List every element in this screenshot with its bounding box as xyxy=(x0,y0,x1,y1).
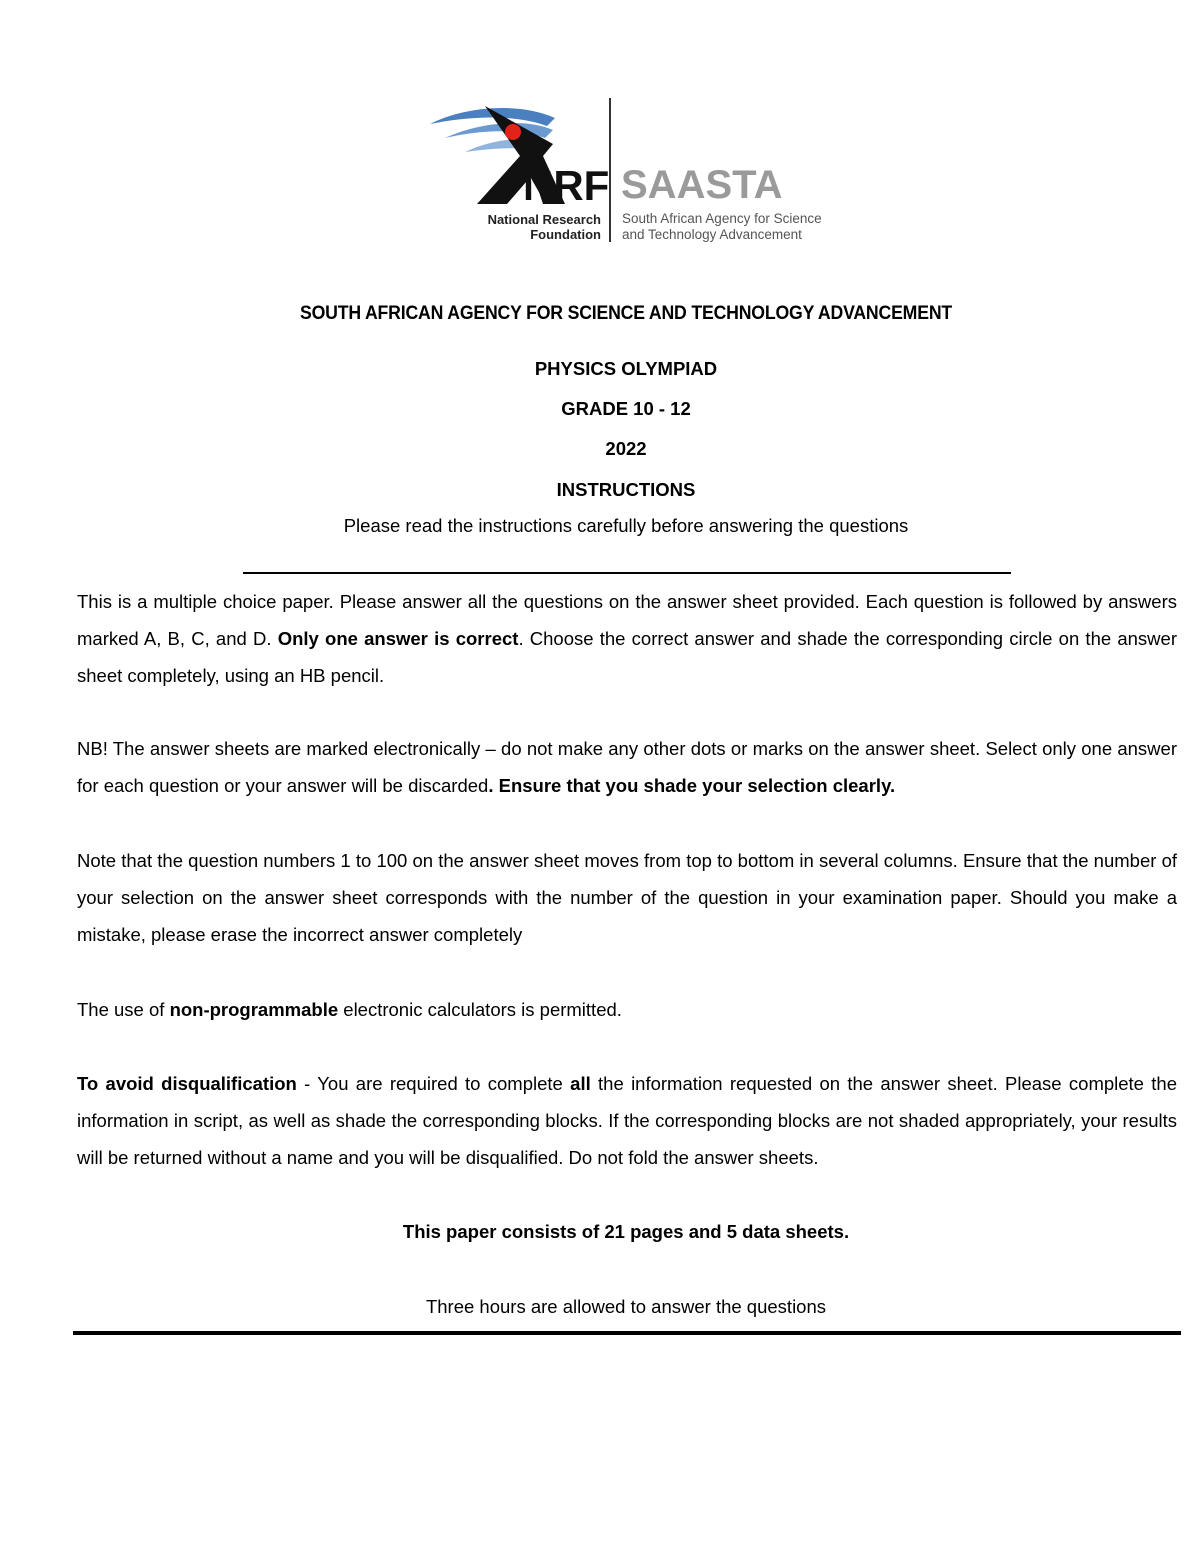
nrf-wordmark: NRF xyxy=(523,162,610,209)
logo-divider xyxy=(609,98,611,242)
year-title: 2022 xyxy=(605,438,647,459)
nrf-name-line1: National Research xyxy=(487,212,601,227)
nrf-saasta-logo xyxy=(425,96,835,246)
nrf-name-line2: Foundation xyxy=(530,227,601,242)
paragraph-multiple-choice: This is a multiple choice paper. Please answer all the questions on the answer sheet provided. Each question is followed by answers marked A, B, C, and D. Only one answer is correct. Choose the correct answer and shade the corresponding circle on the answer sheet completely, using an HB pencil. xyxy=(77,591,1177,686)
header-divider xyxy=(243,572,1011,574)
event-title: PHYSICS OLYMPIAD xyxy=(534,358,718,379)
time-allowed-note: Three hours are allowed to answer the questions xyxy=(425,1296,827,1317)
paragraph-disqualification: To avoid disqualification - You are required to complete all the information requested on the answer sheet. Please complete the information in script, as well as shade the corresponding blocks. If the corresponding blocks are not shaded appropriately, your results will be returned without a name and you will be disqualified. Do not fold the answer sheets. xyxy=(77,1073,1177,1168)
paragraph-question-numbers: Note that the question numbers 1 to 100 on the answer sheet moves from top to bottom in several columns. Ensure that the number of your selection on the answer sheet corresponds with the number of the question in your examination paper. Should you make a mistake, please erase the incorrect answer completely xyxy=(77,850,1177,945)
instructions-note: Please read the instructions carefully before answering the questions xyxy=(343,515,909,536)
page-count-note: This paper consists of 21 pages and 5 data sheets. xyxy=(402,1221,850,1242)
saasta-wordmark: SAASTA xyxy=(621,163,783,207)
section-title: INSTRUCTIONS xyxy=(556,479,696,500)
paragraph-calculators: The use of non-programmable electronic calculators is permitted. xyxy=(77,999,622,1020)
agency-title: SOUTH AFRICAN AGENCY FOR SCIENCE AND TECHNOLOGY ADVANCEMENT xyxy=(299,303,953,324)
footer-divider xyxy=(73,1331,1181,1335)
saasta-name-line1: South African Agency for Science xyxy=(622,211,822,226)
paragraph-nb: NB! The answer sheets are marked electronically – do not make any other dots or marks on the answer sheet. Select only one answer for each question or your answer will be discarded. Ensure that you shade your selection clearly. xyxy=(77,738,1177,796)
saasta-name-line2: and Technology Advancement xyxy=(622,227,802,242)
grade-title: GRADE 10 - 12 xyxy=(561,398,691,419)
